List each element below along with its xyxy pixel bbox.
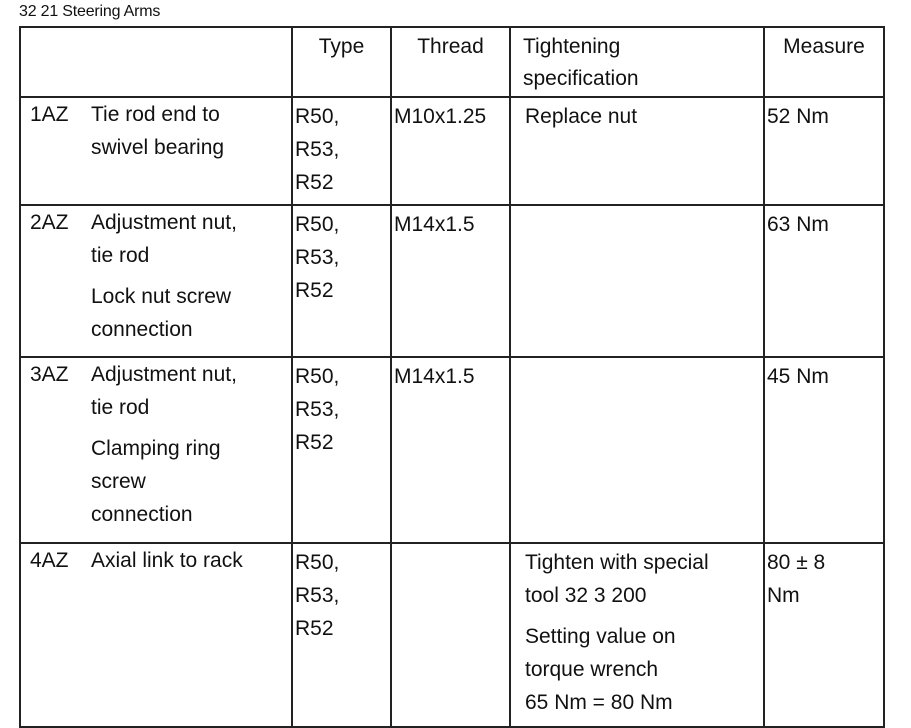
header-thread: Thread <box>391 27 510 97</box>
header-component <box>20 27 292 97</box>
type-cell: R50, R53, R52 <box>292 357 391 543</box>
thread-cell: M10x1.25 <box>391 97 510 205</box>
component-description: Tie rod end to swivel bearing <box>91 103 225 159</box>
type-cell: R50, R53, R52 <box>292 97 391 205</box>
component-cell <box>20 357 292 543</box>
thread-cell: M14x1.5 <box>391 357 510 543</box>
type-cell: R50, R53, R52 <box>292 205 391 357</box>
table-row <box>20 543 884 727</box>
type-cell: R50, R53, R52 <box>292 543 391 727</box>
item-code: 2AZ <box>30 211 69 234</box>
item-code: 3AZ <box>30 363 69 386</box>
component-cell <box>20 205 292 357</box>
header-type: Type <box>292 27 391 97</box>
tightening-spec-cell <box>510 205 764 357</box>
table-header-row <box>20 27 884 97</box>
torque-spec-table <box>19 26 885 728</box>
tightening-spec-cell: Replace nut <box>510 97 764 205</box>
tightening-spec-cell <box>510 357 764 543</box>
measure-cell: 80 ± 8 Nm <box>764 543 884 727</box>
thread-cell: M14x1.5 <box>391 205 510 357</box>
measure-cell: 63 Nm <box>764 205 884 357</box>
component-description: Axial link to rack <box>91 549 243 572</box>
header-tightening-specification: Tightening specification <box>510 27 764 97</box>
measure-cell: 52 Nm <box>764 97 884 205</box>
item-code: 4AZ <box>30 549 69 572</box>
table-row <box>20 357 884 543</box>
component-description: Adjustment nut, tie rod Clamping ring screw connection <box>91 363 237 526</box>
table-row <box>20 205 884 357</box>
component-cell <box>20 543 292 727</box>
table-row <box>20 97 884 205</box>
tightening-spec-cell: Tighten with special tool 32 3 200 Setting value on torque wrench 65 Nm = 80 Nm <box>510 543 764 727</box>
component-description: Adjustment nut, tie rod Lock nut screw connection <box>91 211 237 341</box>
page-title: 32 21 Steering Arms <box>19 3 161 20</box>
thread-cell <box>391 543 510 727</box>
component-cell <box>20 97 292 205</box>
item-code: 1AZ <box>30 103 69 126</box>
header-measure: Measure <box>764 27 884 97</box>
measure-cell: 45 Nm <box>764 357 884 543</box>
